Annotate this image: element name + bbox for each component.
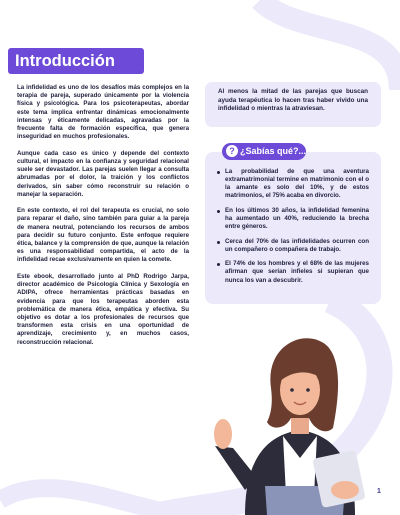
intro-paragraph-4: Este ebook, desarrollado junto al PhD Rodrigo Jarpa, director académico de Psicología Clínica y Sexología en ADIPA, ofrece herramientas prácticas basadas en evidencia para que los terapeutas aborden esta problemática de manera ética, empática y efectiva. Su objetivo es dotar a los profesionales de recursos que transformen esta crisis en una oportunidad de aprendizaje, crecimiento y, en muchos casos, reconstrucción relacional. bbox=[17, 272, 189, 346]
bullet-icon bbox=[217, 263, 220, 266]
fact-text: En los últimos 30 años, la infidelidad femenina ha aumentado un 40%, reduciendo la brecha entre géneros. bbox=[225, 206, 369, 231]
intro-paragraph-1: La infidelidad es uno de los desafíos más complejos en la terapia de pareja, superado únicamente por la violencia física y psicológica. Para los psicoterapeutas, abordar este tema implica enfrentar dinámicas emocionalmente intensas y éticamente delicadas, agravadas por la frecuente falta de formación específica, que genera inseguridad en muchos profesionales. bbox=[17, 84, 189, 141]
did-you-know-box bbox=[205, 152, 381, 304]
therapist-illustration bbox=[205, 318, 395, 515]
highlight-quote-box bbox=[205, 82, 381, 127]
list-item bbox=[217, 238, 369, 254]
fact-text: La probabilidad de que una aventura extramatrimonial termine en matrimonio con el o la amante es solo del 10%, y de estos matrimonios, el 75% acaba en divorcio. bbox=[225, 168, 369, 200]
list-item bbox=[217, 260, 369, 284]
highlight-quote-text: Al menos la mitad de las parejas que buscan ayuda terapéutica lo hacen tras haber vivido una infidelidad o mientras la atraviesan. bbox=[218, 88, 368, 112]
bullet-icon bbox=[217, 171, 220, 174]
page-title: Introducción bbox=[15, 52, 115, 70]
intro-text-column bbox=[17, 84, 189, 355]
fact-text: Cerca del 70% de las infidelidades ocurren con un compañero o compañera de trabajo. bbox=[225, 237, 369, 253]
fact-text: El 74% de los hombres y el 68% de las mujeres afirman que serían infieles si supieran que nunca los van a descubrir. bbox=[225, 260, 369, 284]
did-you-know-title: ¿Sabías qué?... bbox=[240, 146, 307, 156]
list-item bbox=[217, 168, 369, 200]
bullet-icon bbox=[217, 210, 220, 213]
intro-paragraph-2: Aunque cada caso es único y depende del contexto cultural, el impacto en la confianza y seguridad relacional suele ser devastador. Las parejas suelen llegar a consulta abrumadas por el dolor, la traición y los conflictos derivados, sin saber cómo reconstruir su relación o manejar la separación. bbox=[17, 149, 189, 198]
intro-paragraph-3: En este contexto, el rol del terapeuta es crucial, no solo para reparar el daño, sino también para guiar a la pareja de manera neutral, potenciando los recursos de ambos para decidir su futuro conjunto. Este enfoque requiere ética, balance y la comprensión de que, aunque la relación es una responsabilidad compartida, el acto de la infidelidad recae exclusivamente en quien la comete. bbox=[17, 207, 189, 264]
page-number: 1 bbox=[377, 488, 381, 495]
bullet-icon bbox=[217, 241, 220, 244]
did-you-know-list bbox=[217, 168, 369, 285]
question-icon: ? bbox=[226, 145, 238, 157]
list-item bbox=[217, 207, 369, 231]
